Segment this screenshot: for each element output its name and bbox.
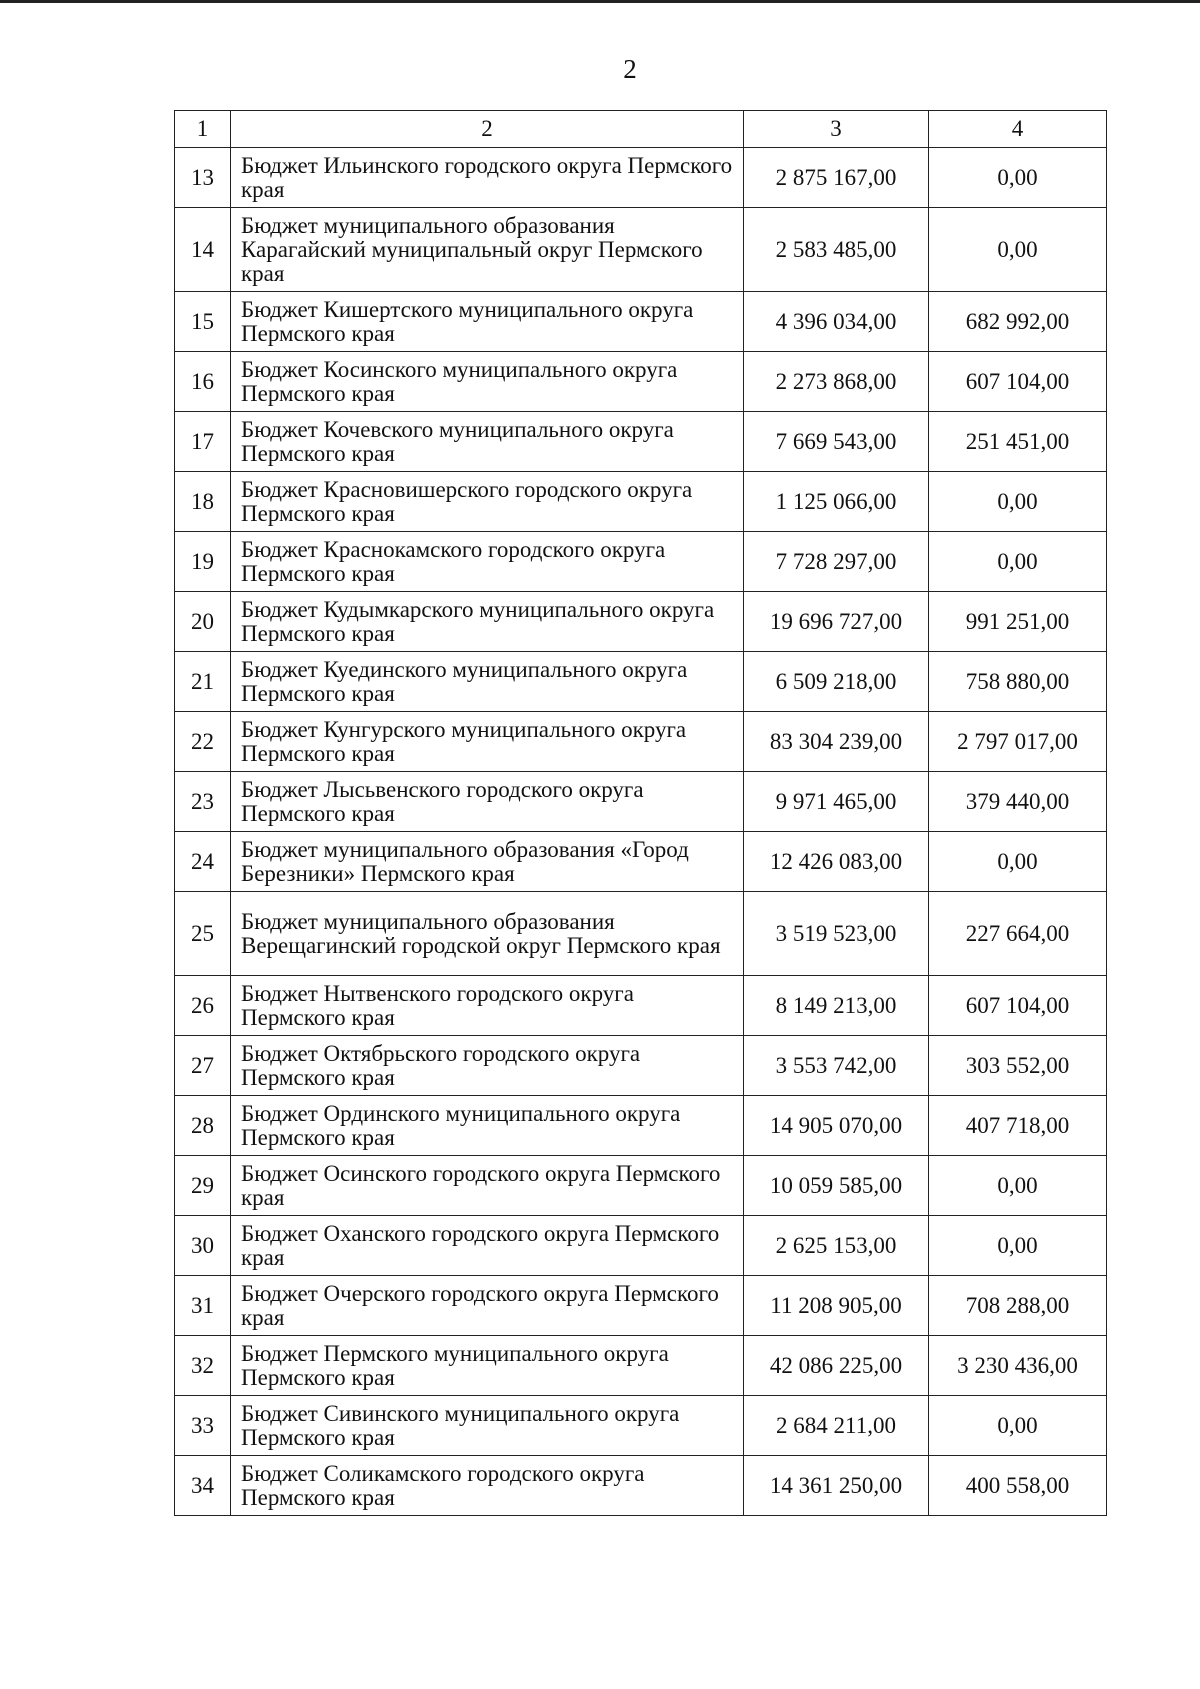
amount-column-3-cell: 42 086 225,00 <box>744 1336 929 1396</box>
amount-column-3-cell: 2 875 167,00 <box>744 148 929 208</box>
budget-name-cell: Бюджет Кудымкарского муниципального округа Пермского края <box>231 592 744 652</box>
budget-name-cell: Бюджет Лысьвенского городского округа Пермского края <box>231 772 744 832</box>
amount-column-4-cell: 303 552,00 <box>929 1036 1107 1096</box>
budget-table <box>174 110 1107 1516</box>
page-number: 2 <box>623 54 637 84</box>
row-number-cell: 34 <box>175 1456 231 1516</box>
row-number-cell: 18 <box>175 472 231 532</box>
amount-column-3-cell: 2 684 211,00 <box>744 1396 929 1456</box>
amount-column-4-cell: 3 230 436,00 <box>929 1336 1107 1396</box>
budget-name-cell: Бюджет Сивинского муниципального округа Пермского края <box>231 1396 744 1456</box>
page-top-edge <box>0 0 1200 3</box>
row-number-cell: 16 <box>175 352 231 412</box>
budget-name-cell: Бюджет Красновишерского городского округа Пермского края <box>231 472 744 532</box>
amount-column-3-cell: 2 625 153,00 <box>744 1216 929 1276</box>
budget-name-cell: Бюджет Соликамского городского округа Пермского края <box>231 1456 744 1516</box>
row-number-cell: 29 <box>175 1156 231 1216</box>
table-row <box>175 592 1107 652</box>
budget-name-cell: Бюджет Куединского муниципального округа Пермского края <box>231 652 744 712</box>
amount-column-4-cell: 0,00 <box>929 148 1107 208</box>
row-number-cell: 14 <box>175 208 231 292</box>
table-row <box>175 1096 1107 1156</box>
table-row <box>175 472 1107 532</box>
amount-column-4-cell: 682 992,00 <box>929 292 1107 352</box>
amount-column-3-cell: 2 583 485,00 <box>744 208 929 292</box>
table-row <box>175 712 1107 772</box>
budget-name-cell: Бюджет Осинского городского округа Пермского края <box>231 1156 744 1216</box>
amount-column-3-cell: 83 304 239,00 <box>744 712 929 772</box>
amount-column-3-cell: 6 509 218,00 <box>744 652 929 712</box>
amount-column-4-cell: 0,00 <box>929 472 1107 532</box>
table-row <box>175 892 1107 976</box>
budget-name-cell: Бюджет муниципального образования «Город Березники» Пермского края <box>231 832 744 892</box>
budget-name-cell: Бюджет Нытвенского городского округа Пермского края <box>231 976 744 1036</box>
table-row <box>175 976 1107 1036</box>
row-number-cell: 13 <box>175 148 231 208</box>
row-number-cell: 32 <box>175 1336 231 1396</box>
row-number-cell: 27 <box>175 1036 231 1096</box>
amount-column-4-cell: 607 104,00 <box>929 976 1107 1036</box>
amount-column-4-cell: 708 288,00 <box>929 1276 1107 1336</box>
amount-column-3-cell: 9 971 465,00 <box>744 772 929 832</box>
budget-name-cell: Бюджет Кишертского муниципального округа Пермского края <box>231 292 744 352</box>
budget-name-cell: Бюджет Ильинского городского округа Пермского края <box>231 148 744 208</box>
table-row <box>175 1396 1107 1456</box>
amount-column-4-cell: 407 718,00 <box>929 1096 1107 1156</box>
amount-column-3-cell: 14 361 250,00 <box>744 1456 929 1516</box>
row-number-cell: 25 <box>175 892 231 976</box>
row-number-cell: 21 <box>175 652 231 712</box>
amount-column-3-cell: 19 696 727,00 <box>744 592 929 652</box>
table-row <box>175 1156 1107 1216</box>
amount-column-3-cell: 14 905 070,00 <box>744 1096 929 1156</box>
amount-column-3-cell: 10 059 585,00 <box>744 1156 929 1216</box>
column-header-2: 2 <box>231 111 744 148</box>
row-number-cell: 26 <box>175 976 231 1036</box>
table-row <box>175 1276 1107 1336</box>
row-number-cell: 28 <box>175 1096 231 1156</box>
amount-column-3-cell: 2 273 868,00 <box>744 352 929 412</box>
row-number-cell: 15 <box>175 292 231 352</box>
row-number-cell: 20 <box>175 592 231 652</box>
table-body <box>175 148 1107 1516</box>
table-row <box>175 148 1107 208</box>
budget-name-cell: Бюджет Кочевского муниципального округа Пермского края <box>231 412 744 472</box>
amount-column-4-cell: 227 664,00 <box>929 892 1107 976</box>
table-row <box>175 772 1107 832</box>
amount-column-4-cell: 607 104,00 <box>929 352 1107 412</box>
budget-name-cell: Бюджет Пермского муниципального округа Пермского края <box>231 1336 744 1396</box>
row-number-cell: 30 <box>175 1216 231 1276</box>
table-row <box>175 532 1107 592</box>
amount-column-3-cell: 3 553 742,00 <box>744 1036 929 1096</box>
budget-name-cell: Бюджет Очерского городского округа Пермского края <box>231 1276 744 1336</box>
amount-column-3-cell: 11 208 905,00 <box>744 1276 929 1336</box>
row-number-cell: 24 <box>175 832 231 892</box>
budget-name-cell: Бюджет муниципального образования Карагайский муниципальный округ Пермского края <box>231 208 744 292</box>
amount-column-4-cell: 251 451,00 <box>929 412 1107 472</box>
amount-column-4-cell: 0,00 <box>929 1156 1107 1216</box>
table-row <box>175 208 1107 292</box>
table-row <box>175 832 1107 892</box>
amount-column-3-cell: 7 669 543,00 <box>744 412 929 472</box>
table-row <box>175 1336 1107 1396</box>
budget-name-cell: Бюджет Оханского городского округа Пермского края <box>231 1216 744 1276</box>
amount-column-4-cell: 0,00 <box>929 1216 1107 1276</box>
row-number-cell: 31 <box>175 1276 231 1336</box>
row-number-cell: 19 <box>175 532 231 592</box>
table-row <box>175 292 1107 352</box>
amount-column-4-cell: 0,00 <box>929 208 1107 292</box>
table-row <box>175 412 1107 472</box>
amount-column-4-cell: 0,00 <box>929 1396 1107 1456</box>
amount-column-3-cell: 12 426 083,00 <box>744 832 929 892</box>
amount-column-4-cell: 0,00 <box>929 532 1107 592</box>
amount-column-4-cell: 2 797 017,00 <box>929 712 1107 772</box>
amount-column-3-cell: 4 396 034,00 <box>744 292 929 352</box>
amount-column-3-cell: 3 519 523,00 <box>744 892 929 976</box>
amount-column-3-cell: 8 149 213,00 <box>744 976 929 1036</box>
row-number-cell: 22 <box>175 712 231 772</box>
amount-column-3-cell: 1 125 066,00 <box>744 472 929 532</box>
amount-column-4-cell: 0,00 <box>929 832 1107 892</box>
budget-name-cell: Бюджет Октябрьского городского округа Пермского края <box>231 1036 744 1096</box>
table-row <box>175 1216 1107 1276</box>
budget-name-cell: Бюджет Ординского муниципального округа Пермского края <box>231 1096 744 1156</box>
amount-column-4-cell: 991 251,00 <box>929 592 1107 652</box>
table-row <box>175 1456 1107 1516</box>
amount-column-3-cell: 7 728 297,00 <box>744 532 929 592</box>
amount-column-4-cell: 758 880,00 <box>929 652 1107 712</box>
row-number-cell: 33 <box>175 1396 231 1456</box>
budget-name-cell: Бюджет Косинского муниципального округа Пермского края <box>231 352 744 412</box>
row-number-cell: 23 <box>175 772 231 832</box>
budget-name-cell: Бюджет Кунгурского муниципального округа Пермского края <box>231 712 744 772</box>
table-row <box>175 352 1107 412</box>
table-row <box>175 1036 1107 1096</box>
table-header-row <box>175 111 1107 148</box>
column-header-4: 4 <box>929 111 1107 148</box>
table-row <box>175 652 1107 712</box>
row-number-cell: 17 <box>175 412 231 472</box>
amount-column-4-cell: 379 440,00 <box>929 772 1107 832</box>
column-header-1: 1 <box>175 111 231 148</box>
amount-column-4-cell: 400 558,00 <box>929 1456 1107 1516</box>
budget-name-cell: Бюджет муниципального образования Верещагинский городской округ Пермского края <box>231 892 744 976</box>
budget-name-cell: Бюджет Краснокамского городского округа Пермского края <box>231 532 744 592</box>
column-header-3: 3 <box>744 111 929 148</box>
